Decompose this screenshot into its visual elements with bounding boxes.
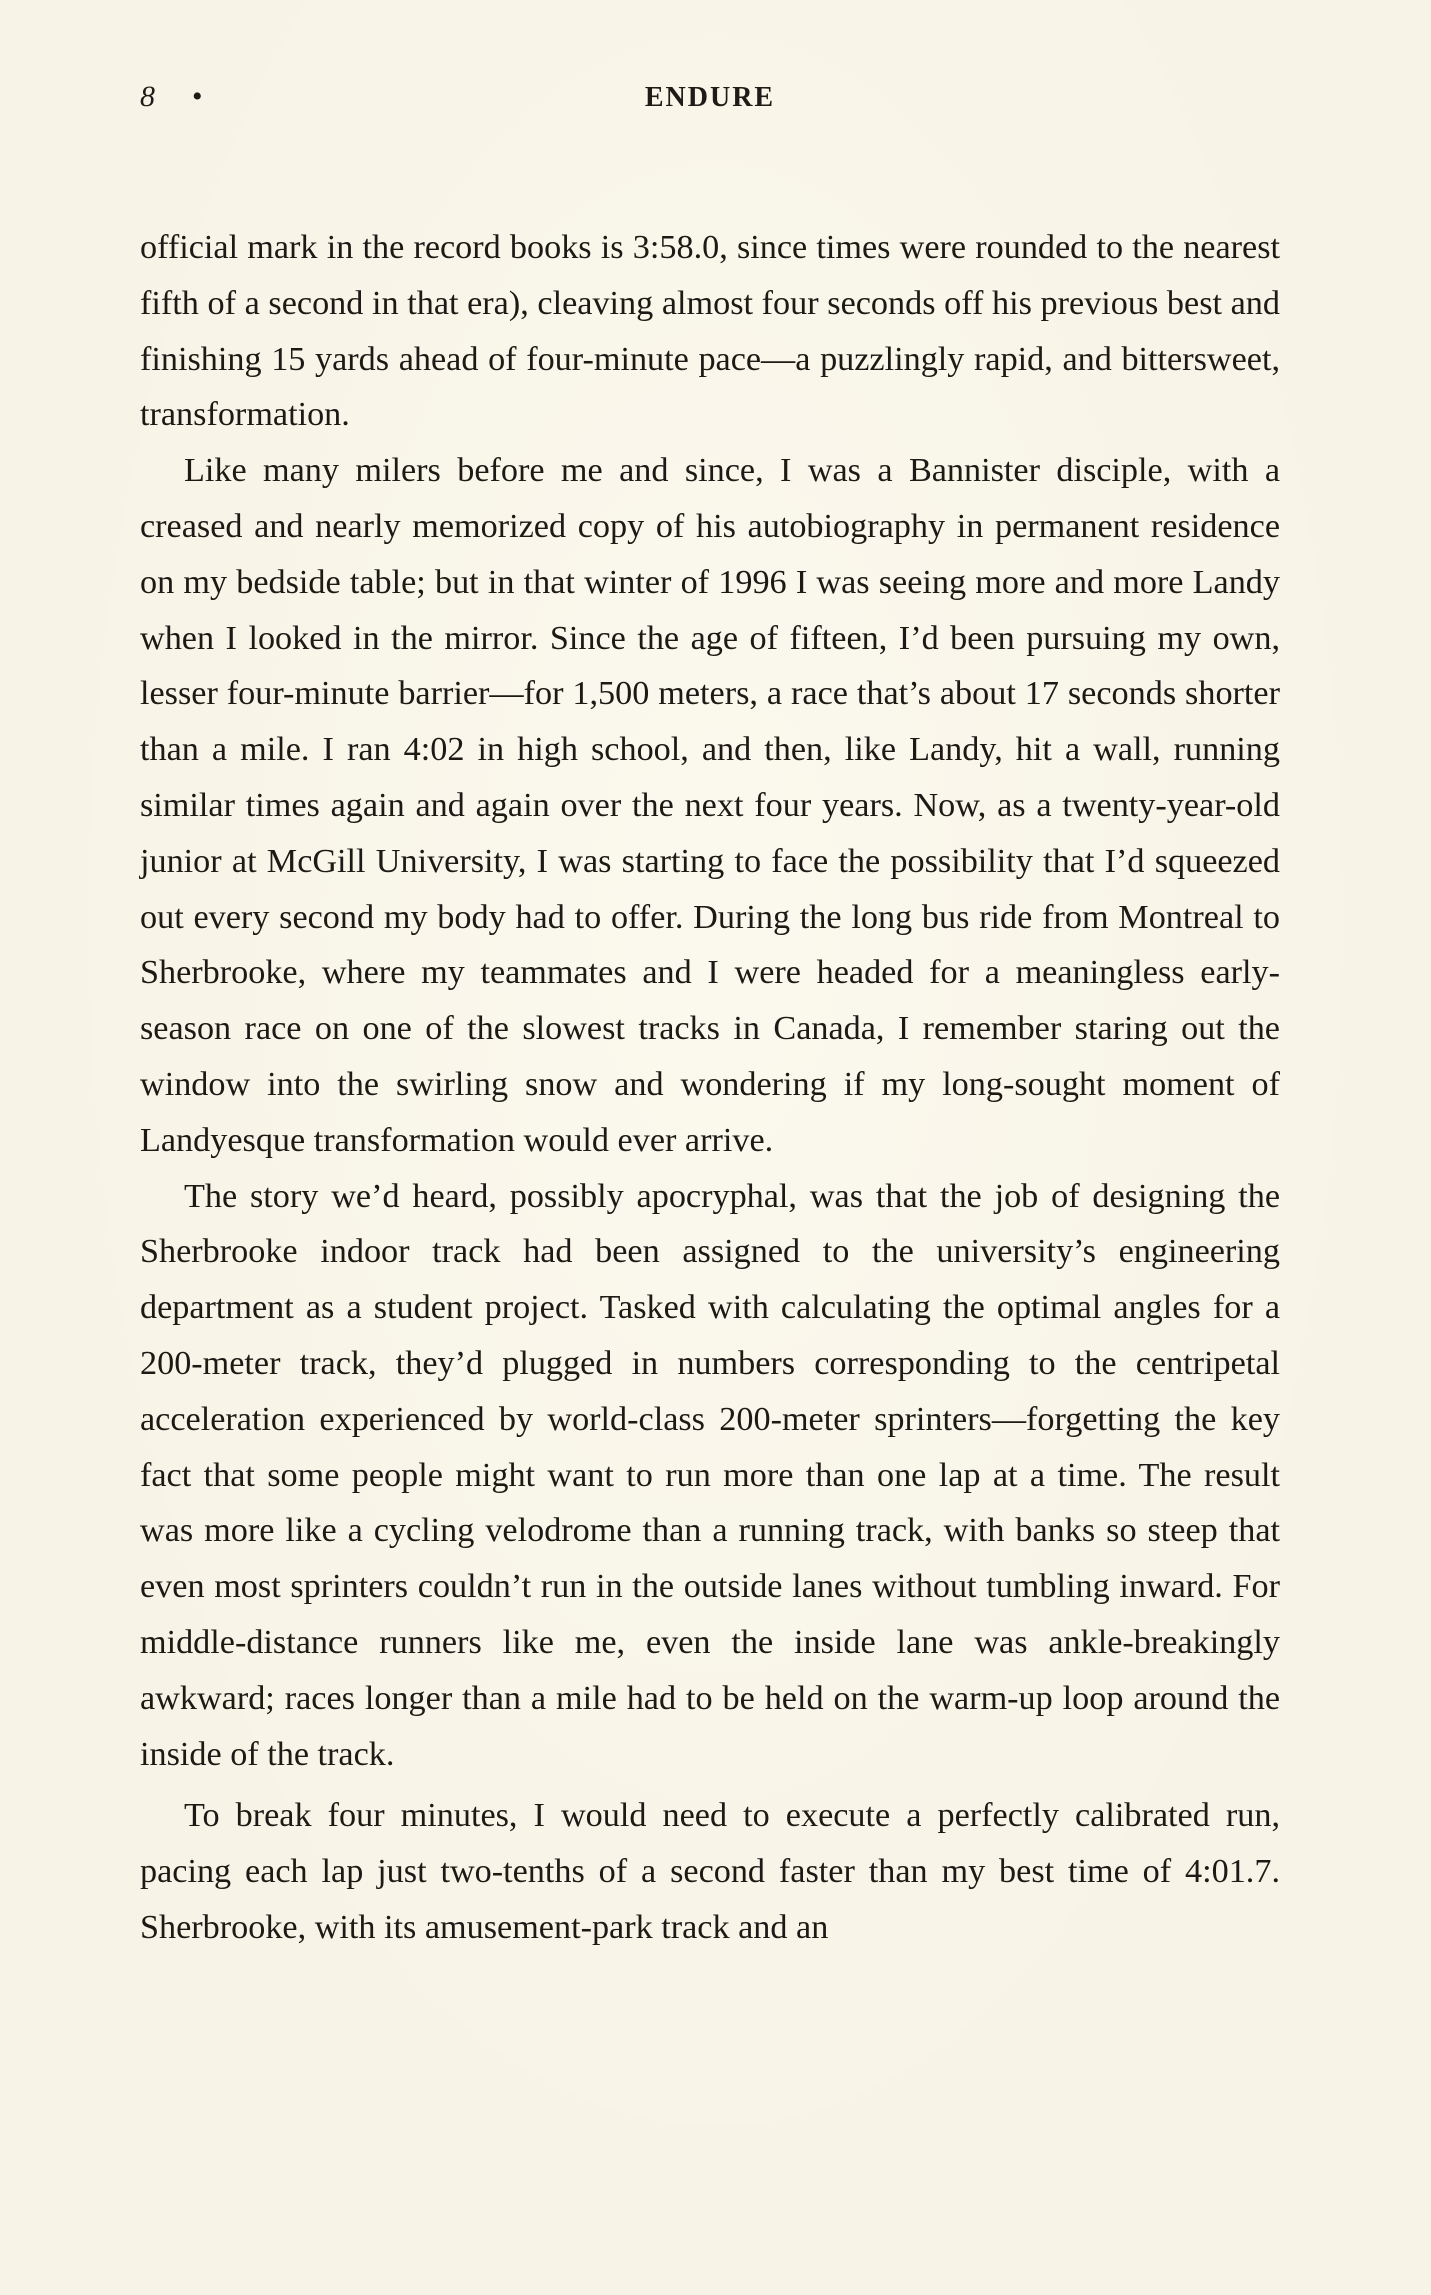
running-head bbox=[140, 80, 1280, 120]
body-text bbox=[140, 220, 1280, 1956]
book-title: ENDURE bbox=[644, 82, 776, 113]
paragraph-3: The story we’d heard, possibly apocryphal, was that the job of designing the Sherbrooke indoor track had been assigned to the university’s engineering department as a student project. Tasked with calculating the optimal angles for a 200-meter track, they’d plugged in numbers corresponding to the centripetal acceleration experienced by world-class 200-meter sprinters—forgetting the key fact that some people might want to run more than one lap at a time. The result was more like a cycling velodrome than a running track, with banks so steep that even most sprinters couldn’t run in the outside lanes without tumbling inward. For middle-distance runners like me, even the inside lane was ankle-breakingly awkward; races longer than a mile had to be held on the warm-up loop around the inside of the track. bbox=[140, 1177, 1280, 1773]
paragraph-4: To break four minutes, I would need to execute a perfectly calibrated run, pacing each lap just two-tenths of a second faster than my best time of 4:01.7. Sherbrooke, with its amusement-park track and an bbox=[140, 1797, 1280, 1946]
page-number: 8 bbox=[140, 80, 155, 113]
paragraph-1: official mark in the record books is 3:58.0, since times were rounded to the nearest fifth of a second in that era), cleaving almost four seconds off his previous best and finishing 15 yards ahead of four-minute pace—a puzzlingly rapid, and bittersweet, transformation. bbox=[140, 229, 1280, 434]
paragraph-2: Like many milers before me and since, I was a Bannister disciple, with a creased and nearly memorized copy of his autobiography in permanent residence on my bedside table; but in that winter of 1996 I was seeing more and more Landy when I looked in the mirror. Since the age of fifteen, I’d been pursuing my own, lesser four-minute barrier—for 1,500 meters, a race that’s about 17 seconds shorter than a mile. I ran 4:02 in high school, and then, like Landy, hit a wall, running similar times again and again over the next four years. Now, as a twenty-year-old junior at McGill University, I was starting to face the possibility that I’d squeezed out every second my body had to offer. During the long bus ride from Montreal to Sherbrooke, where my teammates and I were headed for a meaningless early-season race on one of the slowest tracks in Canada, I remember staring out the window into the swirling snow and wondering if my long-sought moment of Landyesque transformation would ever arrive. bbox=[140, 452, 1280, 1159]
header-separator: • bbox=[192, 80, 203, 113]
